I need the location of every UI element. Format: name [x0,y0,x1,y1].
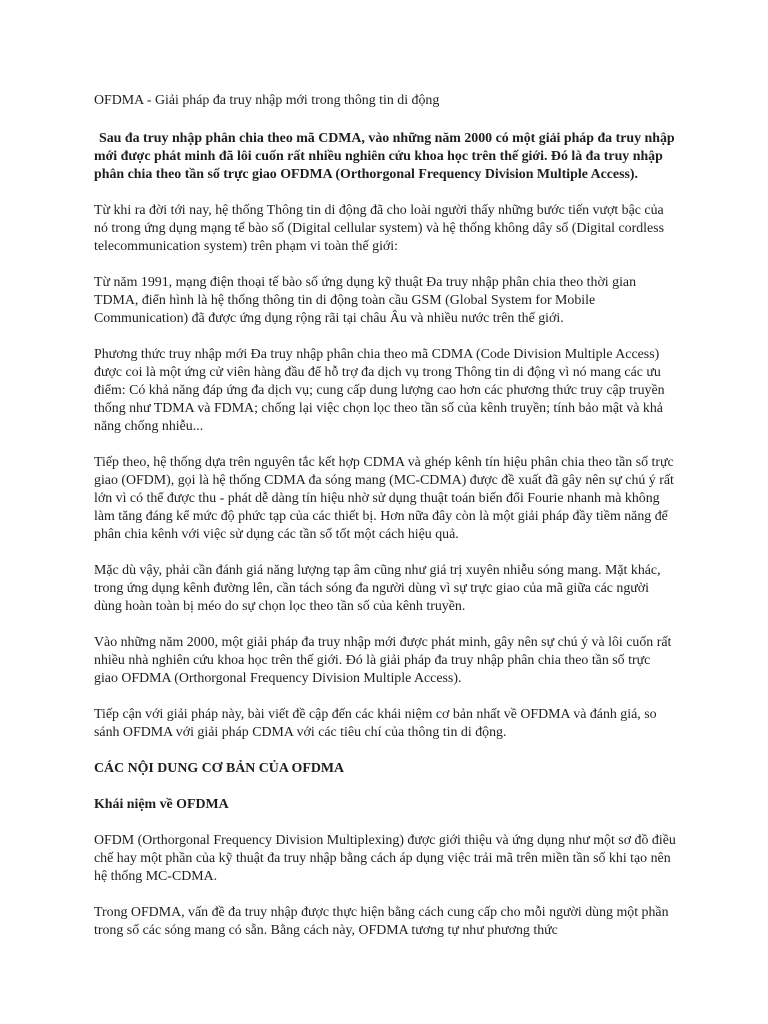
body-paragraph: OFDM (Orthorgonal Frequency Division Multiplexing) được giới thiệu và ứng dụng như một sơ đồ điều chế hay một phần của kỹ thuật đa truy nhập bằng cách áp dụng việc trải mã trên miền tần số khi tạo nên hệ thống MC-CDMA. [94,833,676,884]
body-paragraph: Tiếp cận với giải pháp này, bài viết đề cập đến các khái niệm cơ bản nhất về OFDMA và đánh giá, so sánh OFDMA với giải pháp CDMA với các tiêu chí của thông tin di động. [94,707,657,740]
document-page [94,92,676,958]
body-paragraph: Vào những năm 2000, một giải pháp đa truy nhập mới được phát minh, gây nên sự chú ý và lôi cuốn rất nhiều nhà nghiên cứu khoa học trên thế giới. Đó là giải pháp đa truy nhập phân chia theo tần số trực giao OFDMA (Orthorgonal Frequency Division Multiple Access). [94,635,672,686]
document-title: OFDMA - Giải pháp đa truy nhập mới trong thông tin di động [94,93,440,108]
section-heading: CÁC NỘI DUNG CƠ BẢN CỦA OFDMA [94,761,345,776]
body-paragraph: Trong OFDMA, vấn đề đa truy nhập được thực hiện bằng cách cung cấp cho mỗi người dùng một phần trong số các sóng mang có sẵn. Bằng cách này, OFDMA tương tự như phương thức [94,905,669,938]
intro-paragraph: Sau đa truy nhập phân chia theo mã CDMA, vào những năm 2000 có một giải pháp đa truy nhập mới được phát minh đã lôi cuốn rất nhiều nghiên cứu khoa học trên thế giới. Đó là đa truy nhập phân chia theo tần số trực giao OFDMA (Orthorgonal Frequency Division Multiple Access). [94,131,675,182]
body-paragraph: Phương thức truy nhập mới Đa truy nhập phân chia theo mã CDMA (Code Division Multiple Access) được coi là một ứng cử viên hàng đầu để hỗ trợ đa dịch vụ trong Thông tin di động vì nó mang các ưu điểm: Có khả năng đáp ứng đa dịch vụ; cung cấp dung lượng cao hơn các phương thức truy cập truyền thống như TDMA và FDMA; chống lại việc chọn lọc theo tần số của kênh truyền; tính bảo mật và khả năng chống nhiễu... [94,347,665,434]
body-paragraph: Từ khi ra đời tới nay, hệ thống Thông tin di động đã cho loài người thấy những bước tiến vượt bậc của nó trong ứng dụng mạng tế bào số (Digital cellular system) và hệ thống không dây số (Digital cordless telecommunication system) trên phạm vi toàn thế giới: [94,203,664,254]
body-paragraph: Mặc dù vậy, phải cần đánh giá năng lượng tạp âm cũng như giá trị xuyên nhiễu sóng mang. Mặt khác, trong ứng dụng kênh đường lên, cần tách sóng đa người dùng vì sự trực giao của mã giữa các người dùng hoàn toàn bị méo do sự chọn lọc theo tần số của kênh truyền. [94,563,661,614]
body-paragraph: Tiếp theo, hệ thống dựa trên nguyên tắc kết hợp CDMA và ghép kênh tín hiệu phân chia theo tần số trực giao (OFDM), gọi là hệ thống CDMA đa sóng mang (MC-CDMA) được đề xuất đã gây nên sự chú ý rất lớn vì có thể được thu - phát dễ dàng tín hiệu nhờ sử dụng thuật toán biến đổi Fourie nhanh mà không làm tăng đáng kể mức độ phức tạp của các thiết bị. Hơn nữa đây còn là một giải pháp đầy tiềm năng để phân chia kênh với việc sử dụng các tần số tốt một cách hiệu quả. [94,455,674,542]
body-paragraph: Từ năm 1991, mạng điện thoại tế bào số ứng dụng kỹ thuật Đa truy nhập phân chia theo thời gian TDMA, điển hình là hệ thống thông tin di động toàn cầu GSM (Global System for Mobile Communication) đã được ứng dụng rộng rãi tại châu Âu và nhiều nước trên thế giới. [94,275,637,326]
subsection-heading: Khái niệm về OFDMA [94,797,229,812]
